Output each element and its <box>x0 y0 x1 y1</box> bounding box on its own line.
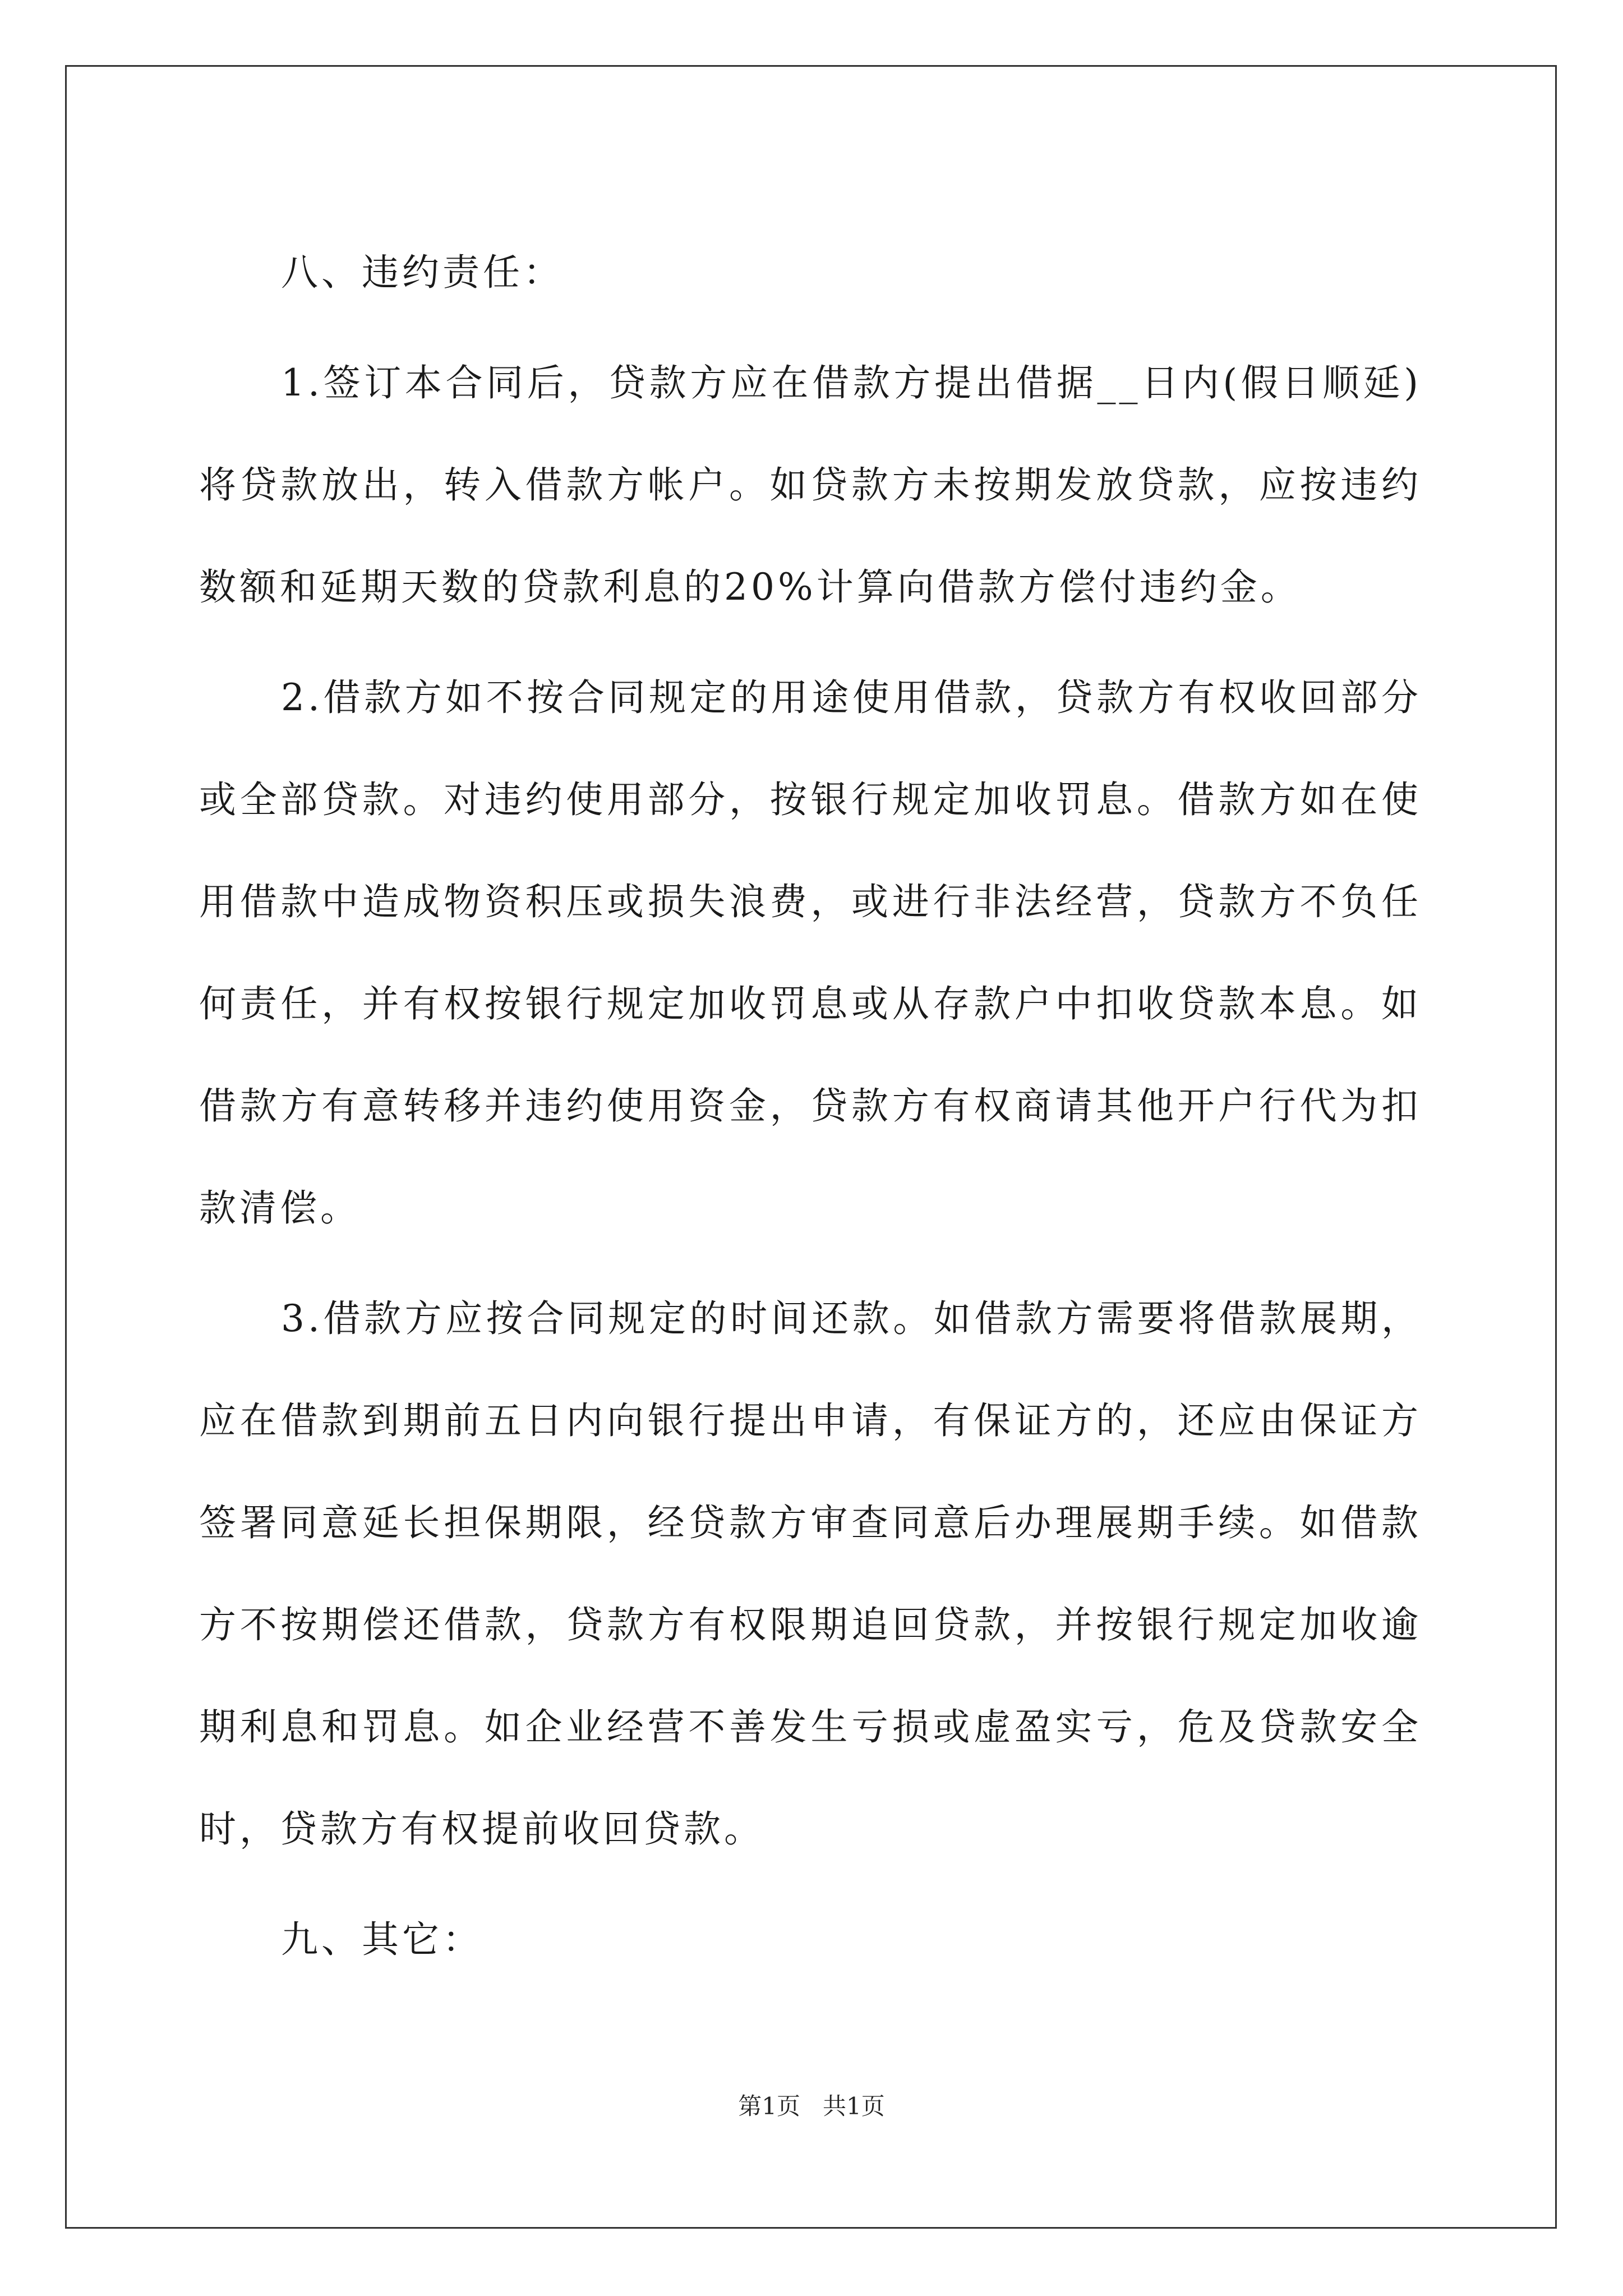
section-heading-other: 九、其它： <box>281 1918 483 1961</box>
page-footer <box>0 2090 1623 2123</box>
clause-1: 1.签订本合同后，贷款方应在借款方提出借据__日内(假日顺延)将贷款放出，转入借款方帐户。如贷款方未按期发放贷款，应按违约数额和延期天数的贷款利息的20%计算向借款方偿付违约金。 <box>199 361 1422 609</box>
total-pages-label: 共1页 <box>823 2092 885 2120</box>
current-page-label: 第1页 <box>738 2092 800 2120</box>
clause-3: 3.借款方应按合同规定的时间还款。如借款方需要将借款展期，应在借款到期前五日内向银行提出申请，有保证方的，还应由保证方签署同意延长担保期限，经贷款方审查同意后办理展期手续。如借款方不按期偿还借款，贷款方有权限期追回贷款，并按银行规定加收逾期利息和罚息。如企业经营不善发生亏损或虚盈实亏，危及贷款安全时，贷款方有权提前收回贷款。 <box>199 1297 1422 1851</box>
document-body <box>199 222 1422 1991</box>
section-heading-breach: 八、违约责任： <box>281 251 564 294</box>
clause-2: 2.借款方如不按合同规定的用途使用借款，贷款方有权收回部分或全部贷款。对违约使用部分，按银行规定加收罚息。借款方如在使用借款中造成物资积压或损失浪费，或进行非法经营，贷款方不负任何责任，并有权按银行规定加收罚息或从存款户中扣收贷款本息。如借款方有意转移并违约使用资金，贷款方有权商请其他开户行代为扣款清偿。 <box>199 676 1422 1230</box>
